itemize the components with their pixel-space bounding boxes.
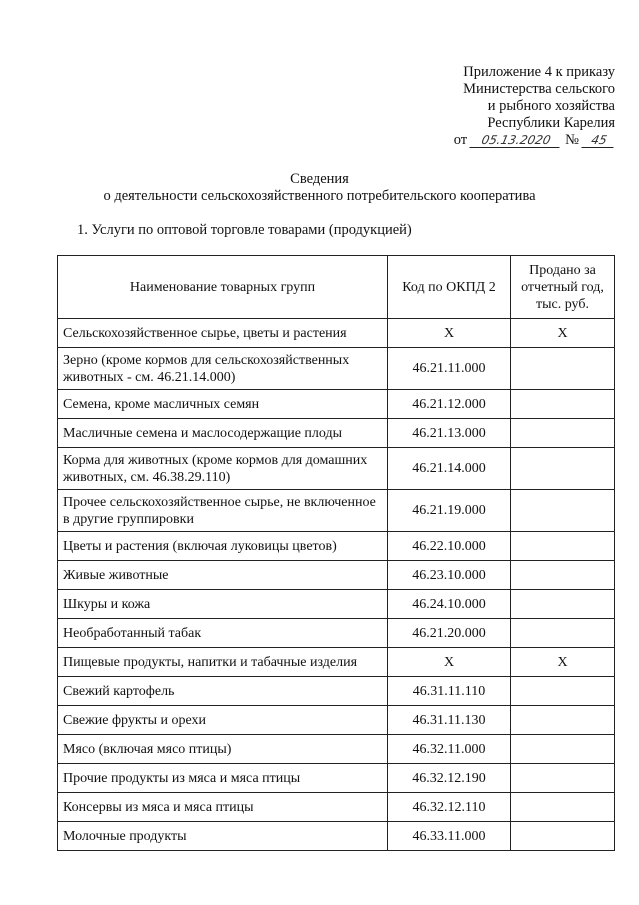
order-date-line <box>454 132 615 149</box>
header-name: Наименование товарных групп <box>58 256 388 319</box>
table-row <box>58 764 615 793</box>
cell-name: Цветы и растения (включая луковицы цветов) <box>58 532 388 561</box>
cell-sold <box>511 677 615 706</box>
cell-name: Свежий картофель <box>58 677 388 706</box>
cell-code: 46.31.11.110 <box>388 677 511 706</box>
cell-sold: X <box>511 319 615 348</box>
cell-sold <box>511 619 615 648</box>
table-row <box>58 735 615 764</box>
number-prefix: № <box>565 132 579 148</box>
appendix-line-2: Министерства сельского <box>463 81 615 97</box>
cell-name: Масличные семена и маслосодержащие плоды <box>58 419 388 448</box>
cell-sold <box>511 490 615 532</box>
cell-code: 46.23.10.000 <box>388 561 511 590</box>
table-row <box>58 677 615 706</box>
header-code: Код по ОКПД 2 <box>388 256 511 319</box>
cell-sold <box>511 390 615 419</box>
cell-sold <box>511 793 615 822</box>
cell-name: Шкуры и кожа <box>58 590 388 619</box>
cell-name: Зерно (кроме кормов для сельскохозяйственных животных - см. 46.21.14.000) <box>58 348 388 390</box>
cell-code: 46.32.12.190 <box>388 764 511 793</box>
date-prefix: от <box>453 132 468 148</box>
appendix-line-3: и рыбного хозяйства <box>487 98 615 114</box>
header-sold: Продано за отчетный год, тыс. руб. <box>511 256 615 319</box>
table-row <box>58 561 615 590</box>
cell-name: Молочные продукты <box>58 822 388 851</box>
cell-code: 46.21.20.000 <box>388 619 511 648</box>
cell-name: Мясо (включая мясо птицы) <box>58 735 388 764</box>
cell-code: X <box>388 319 511 348</box>
appendix-line-4: Республики Карелия <box>487 115 615 131</box>
appendix-block <box>463 64 615 132</box>
cell-code: 46.21.11.000 <box>388 348 511 390</box>
cell-name: Семена, кроме масличных семян <box>58 390 388 419</box>
cell-sold <box>511 706 615 735</box>
cell-name: Живые животные <box>58 561 388 590</box>
cell-sold <box>511 348 615 390</box>
cell-sold <box>511 822 615 851</box>
cell-name: Корма для животных (кроме кормов для домашних животных, см. 46.38.29.110) <box>58 448 388 490</box>
section-title: 1. Услуги по оптовой торговле товарами (продукцией) <box>77 222 412 238</box>
cell-sold <box>511 735 615 764</box>
table-row <box>58 822 615 851</box>
cell-code: 46.21.12.000 <box>388 390 511 419</box>
table-row <box>58 490 615 532</box>
cell-sold <box>511 532 615 561</box>
cell-name: Прочее сельскохозяйственное сырье, не включенное в другие группировки <box>58 490 388 532</box>
cell-name: Пищевые продукты, напитки и табачные изделия <box>58 648 388 677</box>
appendix-line-1: Приложение 4 к приказу <box>463 64 615 80</box>
table-row <box>58 619 615 648</box>
cell-code: 46.21.13.000 <box>388 419 511 448</box>
table-row <box>58 348 615 390</box>
cell-code: 46.22.10.000 <box>388 532 511 561</box>
handwritten-number: 45 <box>581 133 616 148</box>
cell-code: 46.33.11.000 <box>388 822 511 851</box>
cell-sold <box>511 448 615 490</box>
wholesale-services-table <box>57 255 615 851</box>
cell-code: 46.24.10.000 <box>388 590 511 619</box>
cell-code: 46.32.11.000 <box>388 735 511 764</box>
table-row <box>58 419 615 448</box>
table-row <box>58 793 615 822</box>
cell-sold <box>511 590 615 619</box>
document-title: Сведения <box>290 171 349 187</box>
cell-code: 46.21.14.000 <box>388 448 511 490</box>
cell-code: 46.31.11.130 <box>388 706 511 735</box>
table-row <box>58 448 615 490</box>
table-row <box>58 319 615 348</box>
cell-code: 46.21.19.000 <box>388 490 511 532</box>
cell-name: Прочие продукты из мяса и мяса птицы <box>58 764 388 793</box>
table-row <box>58 706 615 735</box>
table-row <box>58 532 615 561</box>
document-subtitle: о деятельности сельскохозяйственного потребительского кооператива <box>103 188 536 204</box>
cell-name: Необработанный табак <box>58 619 388 648</box>
cell-name: Свежие фрукты и орехи <box>58 706 388 735</box>
handwritten-date: 05.13.2020 <box>470 133 563 148</box>
cell-sold <box>511 764 615 793</box>
cell-code: X <box>388 648 511 677</box>
cell-name: Сельскохозяйственное сырье, цветы и растения <box>58 319 388 348</box>
cell-name: Консервы из мяса и мяса птицы <box>58 793 388 822</box>
cell-sold <box>511 561 615 590</box>
table-header-row <box>58 256 615 319</box>
cell-sold: X <box>511 648 615 677</box>
cell-code: 46.32.12.110 <box>388 793 511 822</box>
table-row <box>58 390 615 419</box>
table-row <box>58 648 615 677</box>
table-row <box>58 590 615 619</box>
cell-sold <box>511 419 615 448</box>
